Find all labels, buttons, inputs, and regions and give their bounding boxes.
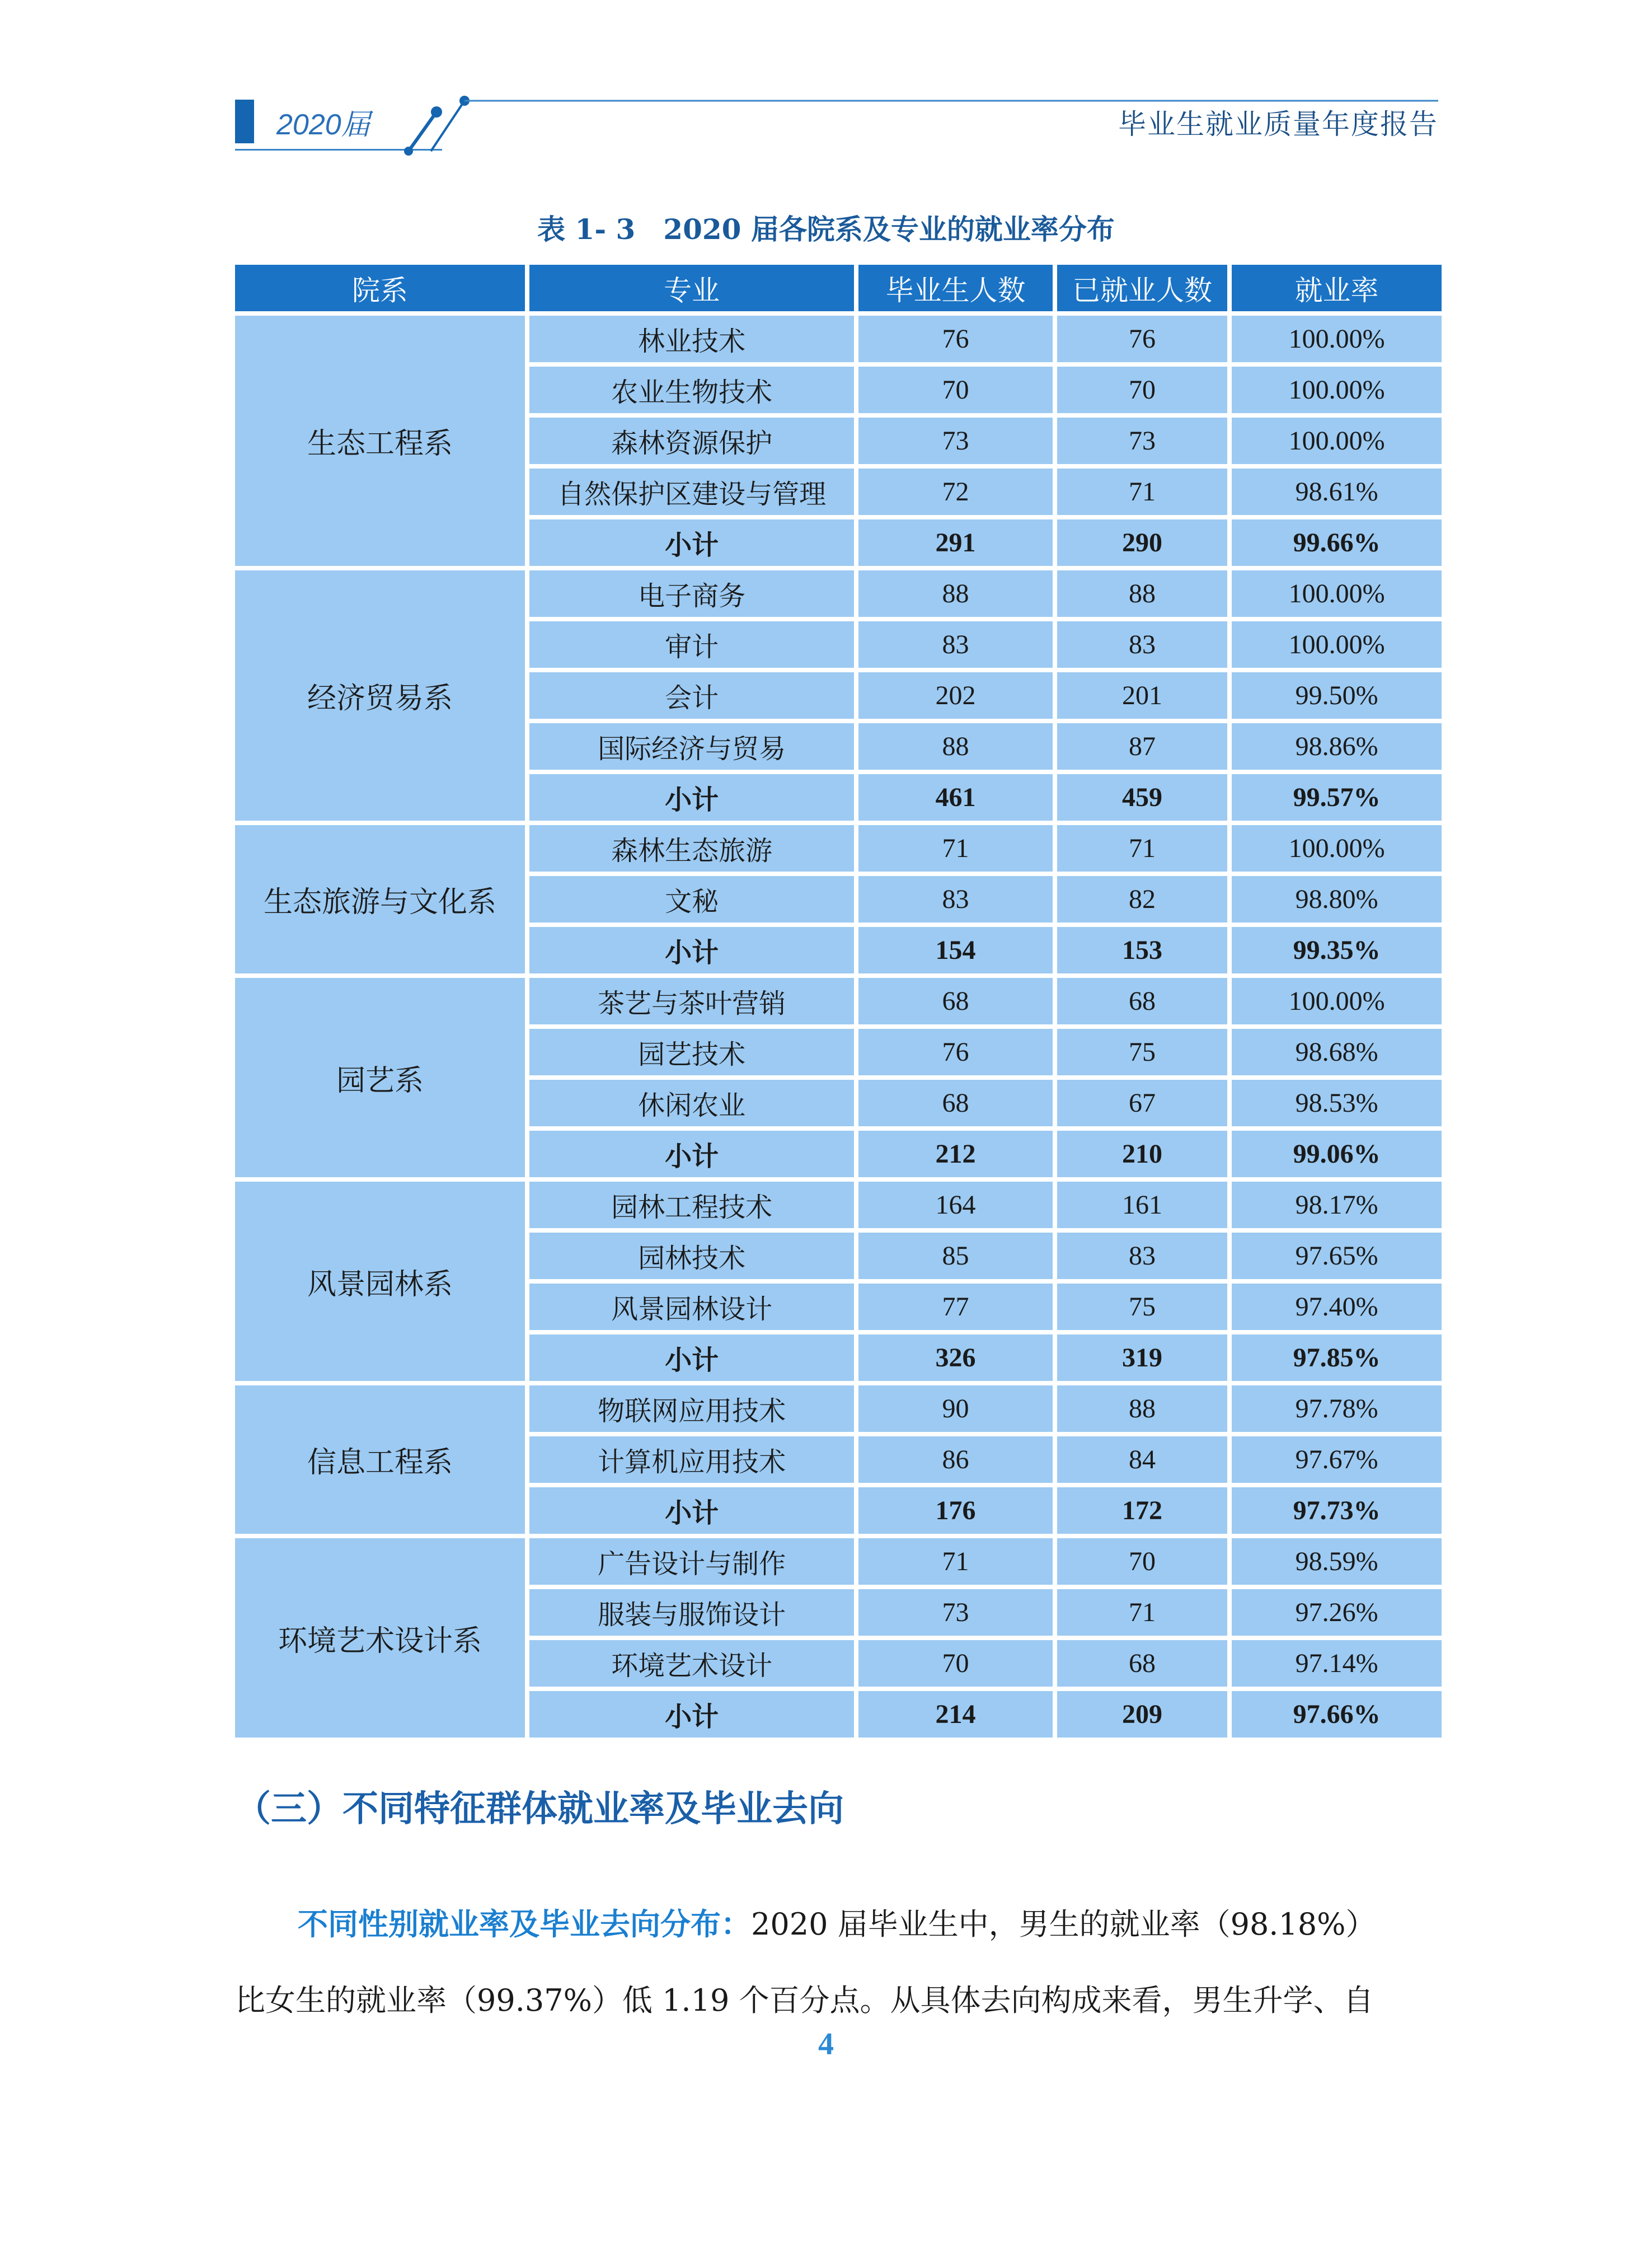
employed-cell: 70 — [1057, 367, 1227, 413]
rate-cell: 97.26% — [1232, 1589, 1442, 1636]
rate-cell: 100.00% — [1232, 825, 1442, 872]
paragraph-lead: 不同性别就业率及毕业去向分布： — [298, 1907, 751, 1942]
major-cell: 小计 — [529, 1691, 854, 1738]
rate-cell: 97.66% — [1232, 1691, 1442, 1738]
graduates-cell: 83 — [858, 876, 1053, 923]
major-cell: 休闲农业 — [529, 1080, 854, 1126]
department-cell: 风景园林系 — [235, 1182, 525, 1381]
department-cell: 经济贸易系 — [235, 570, 525, 821]
graduates-cell: 88 — [858, 570, 1053, 617]
graduates-cell: 212 — [858, 1131, 1053, 1177]
paragraph-line: 比女生的就业率（99.37%）低 1.19 个百分点。从具体去向构成来看，男生升学、自 — [235, 1983, 1374, 2018]
rate-cell: 99.06% — [1232, 1131, 1442, 1177]
graduates-cell: 73 — [858, 1589, 1053, 1636]
major-cell: 环境艺术设计 — [529, 1640, 854, 1687]
rate-cell: 98.68% — [1232, 1029, 1442, 1075]
rate-cell: 99.50% — [1232, 672, 1442, 719]
graduates-cell: 154 — [858, 927, 1053, 973]
column-header: 专业 — [529, 265, 854, 311]
graduates-cell: 68 — [858, 1080, 1053, 1126]
graduates-cell: 71 — [858, 1538, 1053, 1585]
graduates-cell: 76 — [858, 1029, 1053, 1075]
graduates-cell: 86 — [858, 1436, 1053, 1483]
major-cell: 广告设计与制作 — [529, 1538, 854, 1585]
major-cell: 风景园林设计 — [529, 1284, 854, 1330]
rate-cell: 98.53% — [1232, 1080, 1442, 1126]
section-title: （三）不同特征群体就业率及毕业去向 — [235, 1788, 844, 1830]
graduates-cell: 85 — [858, 1233, 1053, 1279]
employed-cell: 68 — [1057, 978, 1227, 1024]
graduates-cell: 73 — [858, 418, 1053, 464]
major-cell: 林业技术 — [529, 316, 854, 362]
header-accent-bar — [235, 100, 254, 143]
rate-cell: 97.14% — [1232, 1640, 1442, 1687]
major-cell: 小计 — [529, 1334, 854, 1381]
major-cell: 园林工程技术 — [529, 1182, 854, 1228]
rate-cell: 100.00% — [1232, 570, 1442, 617]
rate-cell: 100.00% — [1232, 418, 1442, 464]
major-cell: 茶艺与茶叶营销 — [529, 978, 854, 1024]
rate-cell: 97.85% — [1232, 1334, 1442, 1381]
rate-cell: 98.61% — [1232, 469, 1442, 515]
major-cell: 小计 — [529, 1131, 854, 1177]
employed-cell: 71 — [1057, 469, 1227, 515]
graduates-cell: 70 — [858, 1640, 1053, 1687]
employed-cell: 75 — [1057, 1284, 1227, 1330]
major-cell: 园艺技术 — [529, 1029, 854, 1075]
rate-cell: 99.57% — [1232, 774, 1442, 821]
header-year: 2020届 — [276, 109, 370, 141]
department-cell: 园艺系 — [235, 978, 525, 1177]
graduates-cell: 176 — [858, 1487, 1053, 1534]
major-cell: 会计 — [529, 672, 854, 719]
employed-cell: 210 — [1057, 1131, 1227, 1177]
graduates-cell: 202 — [858, 672, 1053, 719]
graduates-cell: 214 — [858, 1691, 1053, 1738]
graduates-cell: 76 — [858, 316, 1053, 362]
department-cell: 生态旅游与文化系 — [235, 825, 525, 973]
department-cell: 环境艺术设计系 — [235, 1538, 525, 1738]
table-header-row — [235, 265, 1442, 311]
rate-cell: 97.73% — [1232, 1487, 1442, 1534]
major-cell: 文秘 — [529, 876, 854, 923]
major-cell: 森林资源保护 — [529, 418, 854, 464]
employed-cell: 201 — [1057, 672, 1227, 719]
employed-cell: 75 — [1057, 1029, 1227, 1075]
table-body — [235, 316, 1442, 1738]
page-number: 4 — [818, 2027, 834, 2062]
graduates-cell: 77 — [858, 1284, 1053, 1330]
table-row — [235, 1538, 1442, 1585]
employed-cell: 68 — [1057, 1640, 1227, 1687]
rate-cell: 100.00% — [1232, 978, 1442, 1024]
paragraph-line — [235, 1886, 1427, 1963]
paragraph-text: 2020 届毕业生中，男生的就业率（98.18%） — [751, 1907, 1376, 1942]
employed-cell: 71 — [1057, 1589, 1227, 1636]
employed-cell: 73 — [1057, 418, 1227, 464]
rate-cell: 99.35% — [1232, 927, 1442, 973]
major-cell: 园林技术 — [529, 1233, 854, 1279]
major-cell: 农业生物技术 — [529, 367, 854, 413]
column-header: 就业率 — [1232, 265, 1442, 311]
employed-cell: 83 — [1057, 621, 1227, 668]
major-cell: 计算机应用技术 — [529, 1436, 854, 1483]
rate-cell: 100.00% — [1232, 367, 1442, 413]
column-header: 已就业人数 — [1057, 265, 1227, 311]
major-cell: 小计 — [529, 927, 854, 973]
employed-cell: 84 — [1057, 1436, 1227, 1483]
major-cell: 国际经济与贸易 — [529, 723, 854, 770]
employed-cell: 319 — [1057, 1334, 1227, 1381]
rate-cell: 97.65% — [1232, 1233, 1442, 1279]
table-caption: 表 1- 3 2020 届各院系及专业的就业率分布 — [537, 213, 1115, 246]
employed-cell: 87 — [1057, 723, 1227, 770]
table-row — [235, 978, 1442, 1024]
rate-cell: 97.78% — [1232, 1385, 1442, 1432]
department-cell: 生态工程系 — [235, 316, 525, 566]
employed-cell: 83 — [1057, 1233, 1227, 1279]
major-cell: 森林生态旅游 — [529, 825, 854, 872]
graduates-cell: 291 — [858, 519, 1053, 566]
column-header: 毕业生人数 — [858, 265, 1053, 311]
graduates-cell: 83 — [858, 621, 1053, 668]
table-row — [235, 825, 1442, 872]
employment-rate-table — [231, 260, 1446, 1742]
page-header — [235, 95, 1438, 157]
column-header: 院系 — [235, 265, 525, 311]
rate-cell: 98.86% — [1232, 723, 1442, 770]
rate-cell: 99.66% — [1232, 519, 1442, 566]
table-row — [235, 316, 1442, 362]
rate-cell: 98.17% — [1232, 1182, 1442, 1228]
rate-cell: 98.59% — [1232, 1538, 1442, 1585]
rate-cell: 98.80% — [1232, 876, 1442, 923]
table-row — [235, 570, 1442, 617]
rate-cell: 100.00% — [1232, 621, 1442, 668]
major-cell: 物联网应用技术 — [529, 1385, 854, 1432]
employed-cell: 88 — [1057, 1385, 1227, 1432]
major-cell: 电子商务 — [529, 570, 854, 617]
employed-cell: 459 — [1057, 774, 1227, 821]
employed-cell: 82 — [1057, 876, 1227, 923]
employed-cell: 209 — [1057, 1691, 1227, 1738]
major-cell: 小计 — [529, 774, 854, 821]
major-cell: 小计 — [529, 519, 854, 566]
graduates-cell: 326 — [858, 1334, 1053, 1381]
graduates-cell: 70 — [858, 367, 1053, 413]
graduates-cell: 90 — [858, 1385, 1053, 1432]
graduates-cell: 71 — [858, 825, 1053, 872]
major-cell: 服装与服饰设计 — [529, 1589, 854, 1636]
rate-cell: 97.40% — [1232, 1284, 1442, 1330]
table-row — [235, 1385, 1442, 1432]
employed-cell: 161 — [1057, 1182, 1227, 1228]
department-cell: 信息工程系 — [235, 1385, 525, 1534]
employed-cell: 290 — [1057, 519, 1227, 566]
rate-cell: 97.67% — [1232, 1436, 1442, 1483]
employed-cell: 70 — [1057, 1538, 1227, 1585]
graduates-cell: 72 — [858, 469, 1053, 515]
graduates-cell: 68 — [858, 978, 1053, 1024]
employed-cell: 71 — [1057, 825, 1227, 872]
graduates-cell: 461 — [858, 774, 1053, 821]
major-cell: 小计 — [529, 1487, 854, 1534]
employed-cell: 153 — [1057, 927, 1227, 973]
employed-cell: 88 — [1057, 570, 1227, 617]
major-cell: 自然保护区建设与管理 — [529, 469, 854, 515]
employed-cell: 76 — [1057, 316, 1227, 362]
major-cell: 审计 — [529, 621, 854, 668]
employed-cell: 172 — [1057, 1487, 1227, 1534]
rate-cell: 100.00% — [1232, 316, 1442, 362]
header-report-title: 毕业生就业质量年度报告 — [1118, 108, 1438, 141]
body-paragraph — [235, 1886, 1427, 2039]
graduates-cell: 88 — [858, 723, 1053, 770]
table-row — [235, 1182, 1442, 1228]
employed-cell: 67 — [1057, 1080, 1227, 1126]
graduates-cell: 164 — [858, 1182, 1053, 1228]
